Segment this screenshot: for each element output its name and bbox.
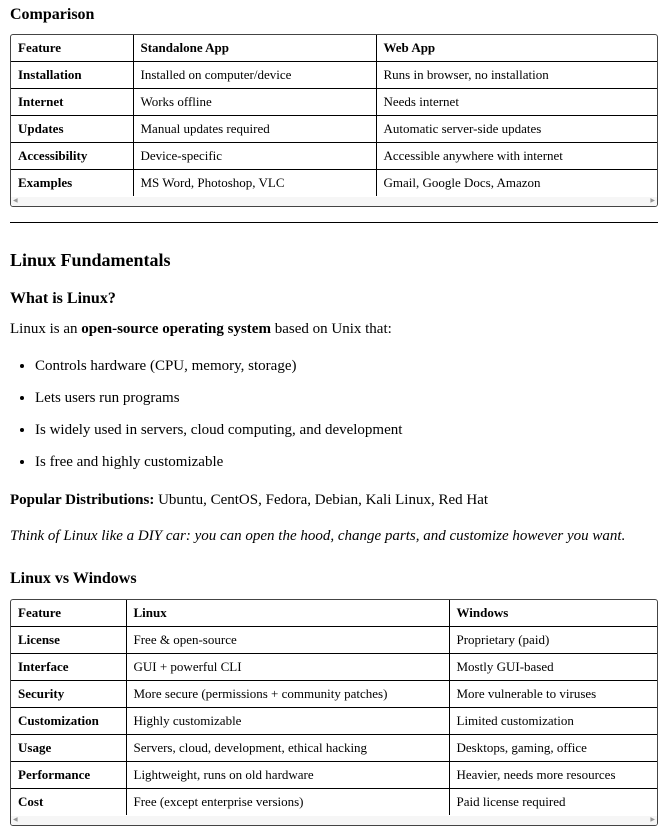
list-item: • Controls hardware (CPU, memory, storage) <box>35 357 402 389</box>
linux-vs-windows-heading: Linux vs Windows <box>10 570 137 587</box>
distros-value: Ubuntu, CentOS, Fedora, Debian, Kali Linux, Red Hat <box>154 492 489 508</box>
table-row <box>11 170 657 197</box>
distros-label: Popular Distributions: <box>10 492 155 508</box>
table-row <box>11 654 657 681</box>
standalone-cell: Works offline <box>133 89 376 116</box>
table-row <box>11 681 657 708</box>
windows-cell: More vulnerable to viruses <box>449 681 657 708</box>
what-is-linux-heading: What is Linux? <box>10 290 116 307</box>
table-row <box>11 762 657 789</box>
webapp-cell: Runs in browser, no installation <box>376 62 657 89</box>
scroll-right-arrow-icon[interactable]: ▶ <box>650 198 655 204</box>
windows-cell: Mostly GUI-based <box>449 654 657 681</box>
table-row <box>11 62 657 89</box>
comparison-table-container <box>10 34 658 207</box>
scroll-right-arrow-icon[interactable]: ▶ <box>650 817 655 823</box>
table-row <box>11 143 657 170</box>
windows-cell: Paid license required <box>456 794 566 809</box>
windows-cell: Heavier, needs more resources <box>449 762 657 789</box>
scroll-left-arrow-icon[interactable]: ◀ <box>13 817 18 823</box>
linux-fundamentals-heading: Linux Fundamentals <box>10 250 171 270</box>
intro-bold-term: open-source operating system <box>81 321 271 337</box>
standalone-cell: MS Word, Photoshop, VLC <box>133 170 376 197</box>
feature-cell: Installation <box>11 62 133 89</box>
table-header-row <box>11 35 657 62</box>
linux-intro-paragraph <box>10 321 392 338</box>
windows-cell: Limited customization <box>449 708 657 735</box>
feature-cell: Updates <box>11 116 133 143</box>
list-item: • Is free and highly customizable <box>35 453 402 485</box>
list-item: • Is widely used in servers, cloud computing, and development <box>35 421 402 453</box>
feature-cell: Accessibility <box>11 143 133 170</box>
linux-cell: Highly customizable <box>126 708 449 735</box>
linux-vs-windows-table <box>11 600 657 815</box>
table-row <box>11 627 657 654</box>
feature-cell: Cost <box>11 789 126 816</box>
column-header: Linux <box>126 600 449 627</box>
linux-cell: Servers, cloud, development, ethical hacking <box>126 735 449 762</box>
feature-cell: Customization <box>11 708 126 735</box>
horizontal-scrollbar[interactable] <box>11 196 657 206</box>
webapp-cell: Gmail, Google Docs, Amazon <box>383 175 541 190</box>
scroll-left-arrow-icon[interactable]: ◀ <box>13 198 18 204</box>
table-row <box>11 708 657 735</box>
table-row <box>11 116 657 143</box>
windows-cell: Proprietary (paid) <box>449 627 657 654</box>
table-row <box>11 735 657 762</box>
list-item: • Lets users run programs <box>35 389 402 421</box>
feature-cell: Interface <box>11 654 126 681</box>
table-row <box>11 789 657 816</box>
linux-vs-windows-table-container <box>10 599 658 826</box>
section-divider <box>10 222 658 223</box>
column-header: Standalone App <box>133 35 376 62</box>
horizontal-scrollbar[interactable] <box>11 815 657 825</box>
linux-cell: Free & open-source <box>126 627 449 654</box>
webapp-cell: Accessible anywhere with internet <box>376 143 657 170</box>
feature-cell: Examples <box>11 170 133 197</box>
feature-cell: Performance <box>11 762 126 789</box>
feature-cell: Security <box>11 681 126 708</box>
linux-features-list <box>10 357 402 485</box>
column-header: Web App <box>376 35 657 62</box>
standalone-cell: Device-specific <box>133 143 376 170</box>
intro-suffix: based on Unix that: <box>270 321 392 337</box>
feature-cell: License <box>11 627 126 654</box>
comparison-table <box>11 35 657 196</box>
linux-analogy <box>10 528 625 545</box>
linux-cell: Free (except enterprise versions) <box>126 789 449 816</box>
column-header: Feature <box>11 600 126 627</box>
intro-prefix: Linux is an <box>10 321 82 337</box>
webapp-cell: Automatic server-side updates <box>376 116 657 143</box>
table-header-row <box>11 600 657 627</box>
feature-cell: Internet <box>11 89 133 116</box>
linux-cell: More secure (permissions + community patches) <box>126 681 449 708</box>
column-header: Feature <box>11 35 133 62</box>
webapp-cell: Needs internet <box>376 89 657 116</box>
feature-cell: Usage <box>11 735 126 762</box>
table-row <box>11 89 657 116</box>
comparison-heading: Comparison <box>10 6 95 23</box>
linux-cell: GUI + powerful CLI <box>126 654 449 681</box>
linux-cell: Lightweight, runs on old hardware <box>126 762 449 789</box>
standalone-cell: Manual updates required <box>133 116 376 143</box>
popular-distributions <box>10 492 488 509</box>
column-header: Windows <box>449 600 657 627</box>
windows-cell: Desktops, gaming, office <box>449 735 657 762</box>
standalone-cell: Installed on computer/device <box>133 62 376 89</box>
analogy-text: Think of Linux like a DIY car: you can open the hood, change parts, and customize however you want. <box>10 528 626 544</box>
